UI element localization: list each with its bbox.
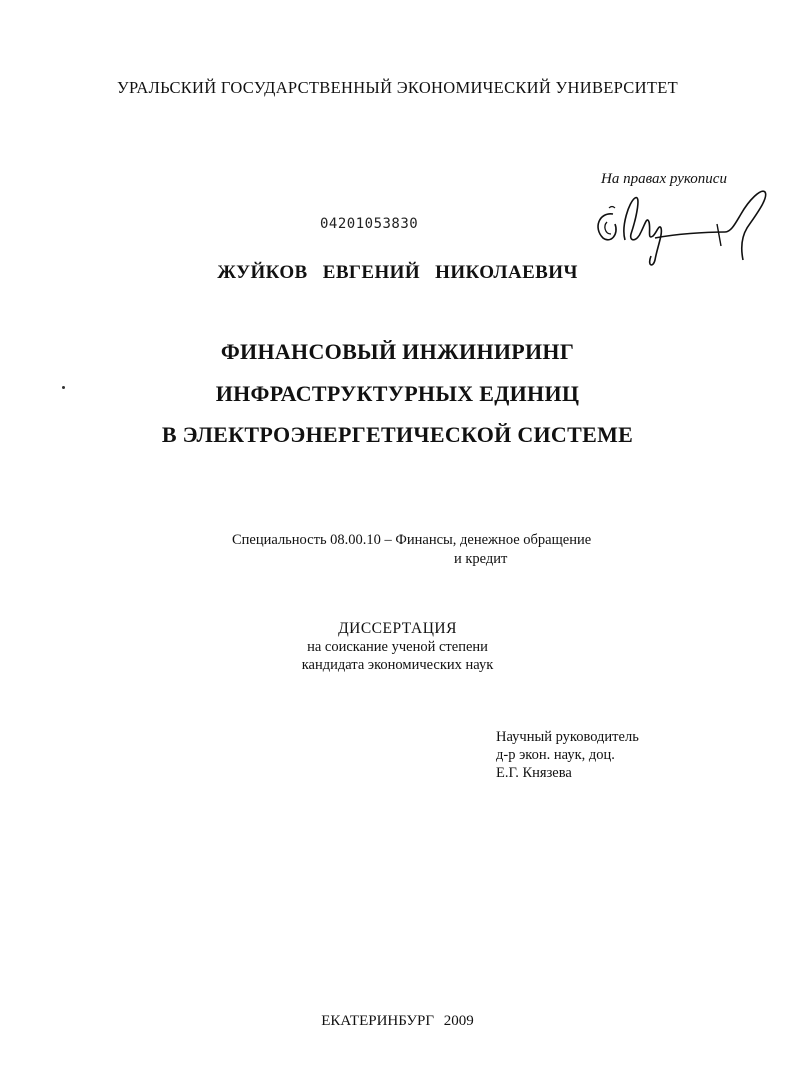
handwritten-signature bbox=[585, 176, 775, 276]
supervisor-degree: д-р экон. наук, доц. bbox=[496, 747, 615, 763]
author-name: ЖУЙКОВ ЕВГЕНИЙ НИКОЛАЕВИЧ bbox=[217, 262, 578, 283]
supervisor-name: Е.Г. Князева bbox=[496, 765, 572, 781]
specialty-line-2: и кредит bbox=[454, 551, 508, 567]
university-name: УРАЛЬСКИЙ ГОСУДАРСТВЕННЫЙ ЭКОНОМИЧЕСКИЙ УНИВЕРСИТЕТ bbox=[117, 78, 678, 97]
catalog-code: 04201053830 bbox=[320, 216, 419, 232]
rights-note: На правах рукописи bbox=[601, 171, 727, 187]
title-line-3: В ЭЛЕКТРОЭНЕРГЕТИЧЕСКОЙ СИСТЕМЕ bbox=[161, 422, 634, 447]
dissertation-line-2: кандидата экономических наук bbox=[301, 657, 494, 673]
city-year: ЕКАТЕРИНБУРГ 2009 bbox=[321, 1013, 474, 1029]
dissertation-line-1: на соискание ученой степени bbox=[307, 639, 488, 655]
title-line-1: ФИНАНСОВЫЙ ИНЖИНИРИНГ bbox=[220, 339, 575, 364]
specialty-line-1: Специальность 08.00.10 – Финансы, денежное обращение bbox=[232, 532, 592, 548]
title-line-2: ИНФРАСТРУКТУРНЫХ ЕДИНИЦ bbox=[215, 381, 580, 406]
dissertation-type: ДИССЕРТАЦИЯ bbox=[338, 620, 457, 637]
supervisor-role: Научный руководитель bbox=[496, 729, 639, 745]
